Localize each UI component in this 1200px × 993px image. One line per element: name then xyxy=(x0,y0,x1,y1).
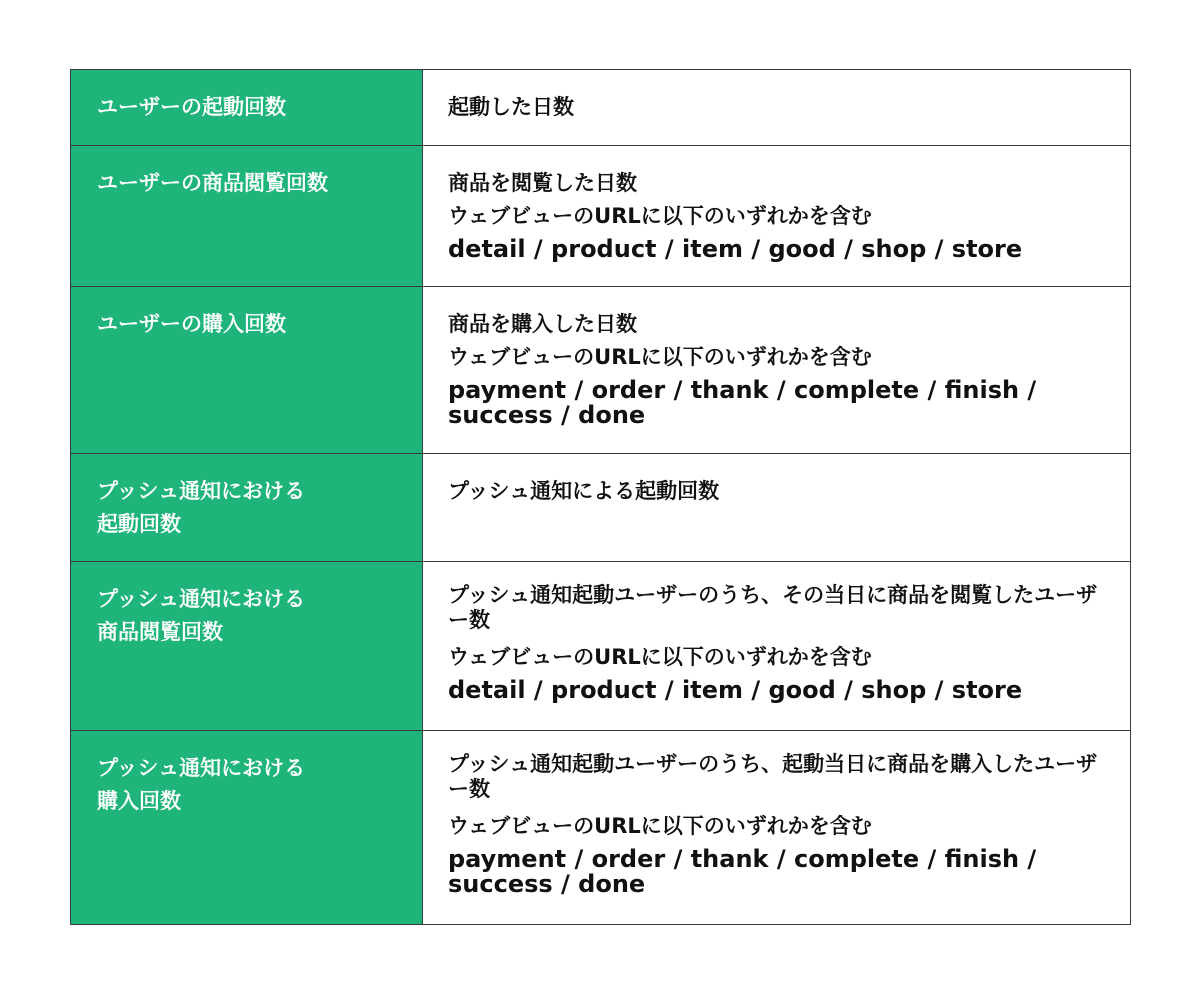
metric-label-cell xyxy=(71,70,423,146)
description-line: プッシュ通知起動ユーザーのうち、その当日に商品を閲覧したユーザー数 xyxy=(448,583,1098,632)
description-line: ウェブビューのURLに以下のいずれかを含む xyxy=(448,814,872,838)
metric-label-cell xyxy=(71,562,423,731)
metric-label-cell xyxy=(71,146,423,287)
url-keywords: detail / product / item / good / shop / store xyxy=(448,676,1023,704)
metric-description-cell xyxy=(423,731,1131,925)
metric-label: 起動回数 xyxy=(97,512,181,536)
table-row xyxy=(71,70,1131,146)
metric-label: プッシュ通知における xyxy=(97,479,306,503)
metric-label-cell xyxy=(71,287,423,454)
metric-label: 商品閲覧回数 xyxy=(97,620,223,644)
table-row xyxy=(71,731,1131,925)
metric-label-cell xyxy=(71,731,423,925)
description-line: ウェブビューのURLに以下のいずれかを含む xyxy=(448,204,872,228)
description-line: 商品を閲覧した日数 xyxy=(448,171,637,195)
description-line: 商品を購入した日数 xyxy=(448,312,637,336)
metric-label: プッシュ通知における xyxy=(97,587,306,611)
metric-label: ユーザーの商品閲覧回数 xyxy=(97,171,328,195)
description-line: ウェブビューのURLに以下のいずれかを含む xyxy=(448,645,872,669)
metric-description-cell xyxy=(423,562,1131,731)
table-row xyxy=(71,146,1131,287)
metric-description-cell xyxy=(423,287,1131,454)
metrics-definition-table xyxy=(70,69,1131,925)
metric-description-cell xyxy=(423,146,1131,287)
url-keywords: payment / order / thank / complete / finish / success / done xyxy=(448,845,1037,898)
table-row xyxy=(71,287,1131,454)
metric-label: ユーザーの起動回数 xyxy=(97,95,286,119)
table-row xyxy=(71,562,1131,731)
description-line: プッシュ通知起動ユーザーのうち、起動当日に商品を購入したユーザー数 xyxy=(448,752,1098,801)
metric-label: プッシュ通知における xyxy=(97,756,306,780)
description-line: 起動した日数 xyxy=(448,95,574,119)
metric-description-cell xyxy=(423,70,1131,146)
url-keywords: payment / order / thank / complete / finish / success / done xyxy=(448,376,1037,429)
table-row xyxy=(71,454,1131,562)
metric-label-cell xyxy=(71,454,423,562)
description-line: ウェブビューのURLに以下のいずれかを含む xyxy=(448,345,872,369)
metric-description-cell xyxy=(423,454,1131,562)
description-line: プッシュ通知による起動回数 xyxy=(448,479,720,503)
url-keywords: detail / product / item / good / shop / store xyxy=(448,235,1023,263)
metric-label: ユーザーの購入回数 xyxy=(97,312,286,336)
metric-label: 購入回数 xyxy=(97,789,181,813)
